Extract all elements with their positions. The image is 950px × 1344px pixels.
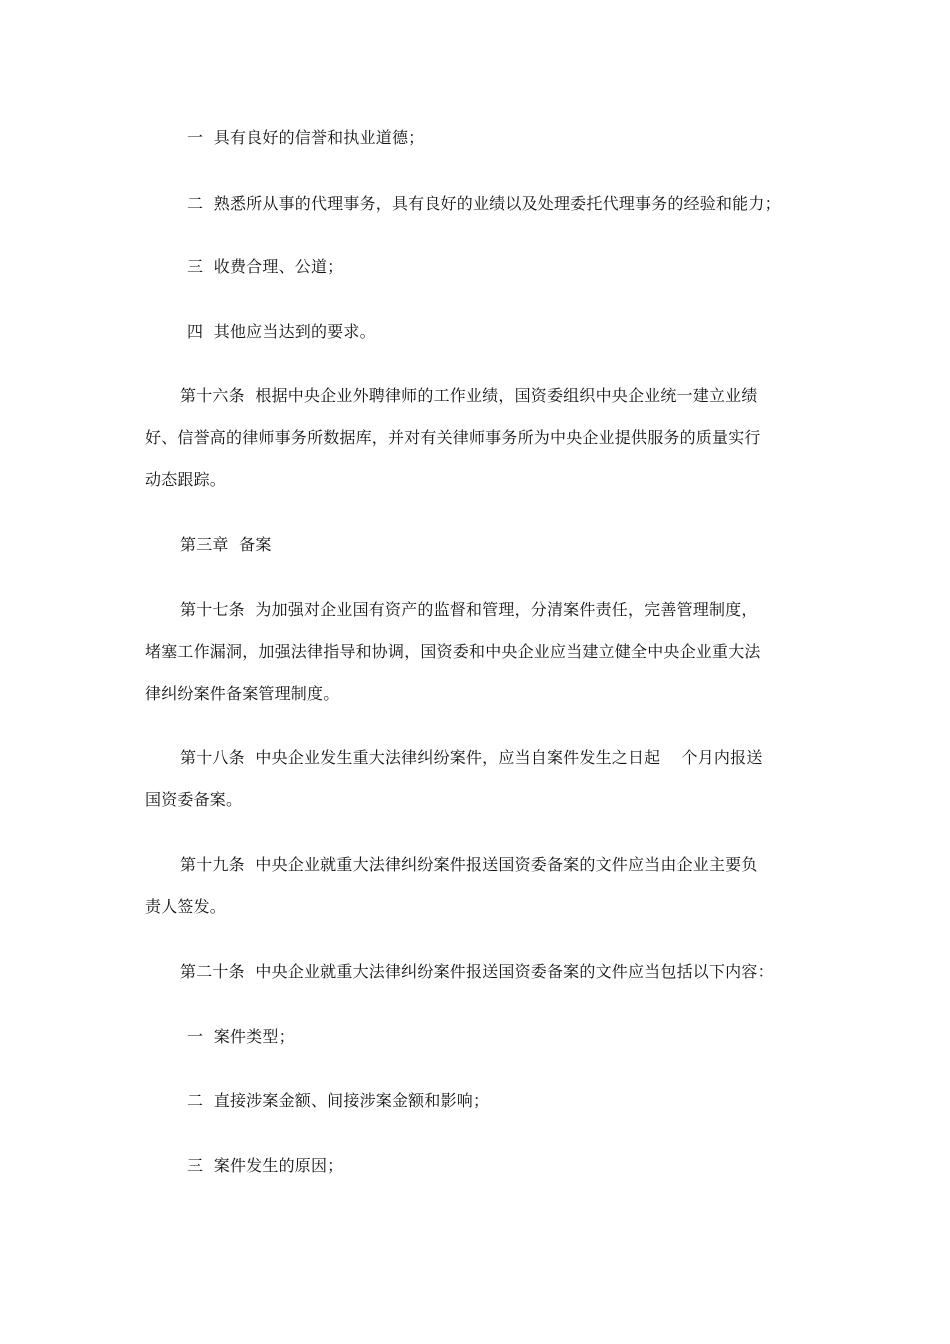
article-17-line: 第十七条 为加强对企业国有资产的监督和管理，分清案件责任，完善管理制度， bbox=[180, 600, 758, 619]
article-16-line: 好、信誉高的律师事务所数据库，并对有关律师事务所为中央企业提供服务的质量实行 bbox=[145, 428, 761, 447]
chapter-heading: 第三章 备案 bbox=[180, 535, 272, 554]
list-item: 一 案件类型； bbox=[187, 1027, 295, 1046]
list-item: 四 其他应当达到的要求。 bbox=[187, 322, 376, 341]
list-item: 三 案件发生的原因； bbox=[187, 1156, 344, 1175]
list-item: 二 熟悉所从事的代理事务，具有良好的业绩以及处理委托代理事务的经验和能力； bbox=[187, 194, 781, 213]
article-19-line: 第十九条 中央企业就重大法律纠纷案件报送国资委备案的文件应当由企业主要负 bbox=[180, 855, 758, 874]
list-item: 二 直接涉案金额、间接涉案金额和影响； bbox=[187, 1091, 490, 1110]
article-18-line: 国资委备案。 bbox=[145, 790, 243, 809]
article-16-line: 第十六条 根据中央企业外聘律师的工作业绩，国资委组织中央企业统一建立业绩 bbox=[180, 386, 758, 405]
article-17-line: 律纠纷案件备案管理制度。 bbox=[145, 684, 340, 703]
article-19-line: 责人签发。 bbox=[145, 897, 227, 916]
article-17-line: 堵塞工作漏洞，加强法律指导和协调，国资委和中央企业应当建立健全中央企业重大法 bbox=[145, 642, 761, 661]
article-16-line: 动态跟踪。 bbox=[145, 470, 227, 489]
article-20-line: 第二十条 中央企业就重大法律纠纷案件报送国资委备案的文件应当包括以下内容： bbox=[180, 962, 774, 981]
article-18-line: 第十八条 中央企业发生重大法律纠纷案件，应当自案件发生之日起 个月内报送 bbox=[180, 748, 763, 767]
list-item: 一 具有良好的信誉和执业道德； bbox=[187, 128, 425, 147]
list-item: 三 收费合理、公道； bbox=[187, 257, 344, 276]
